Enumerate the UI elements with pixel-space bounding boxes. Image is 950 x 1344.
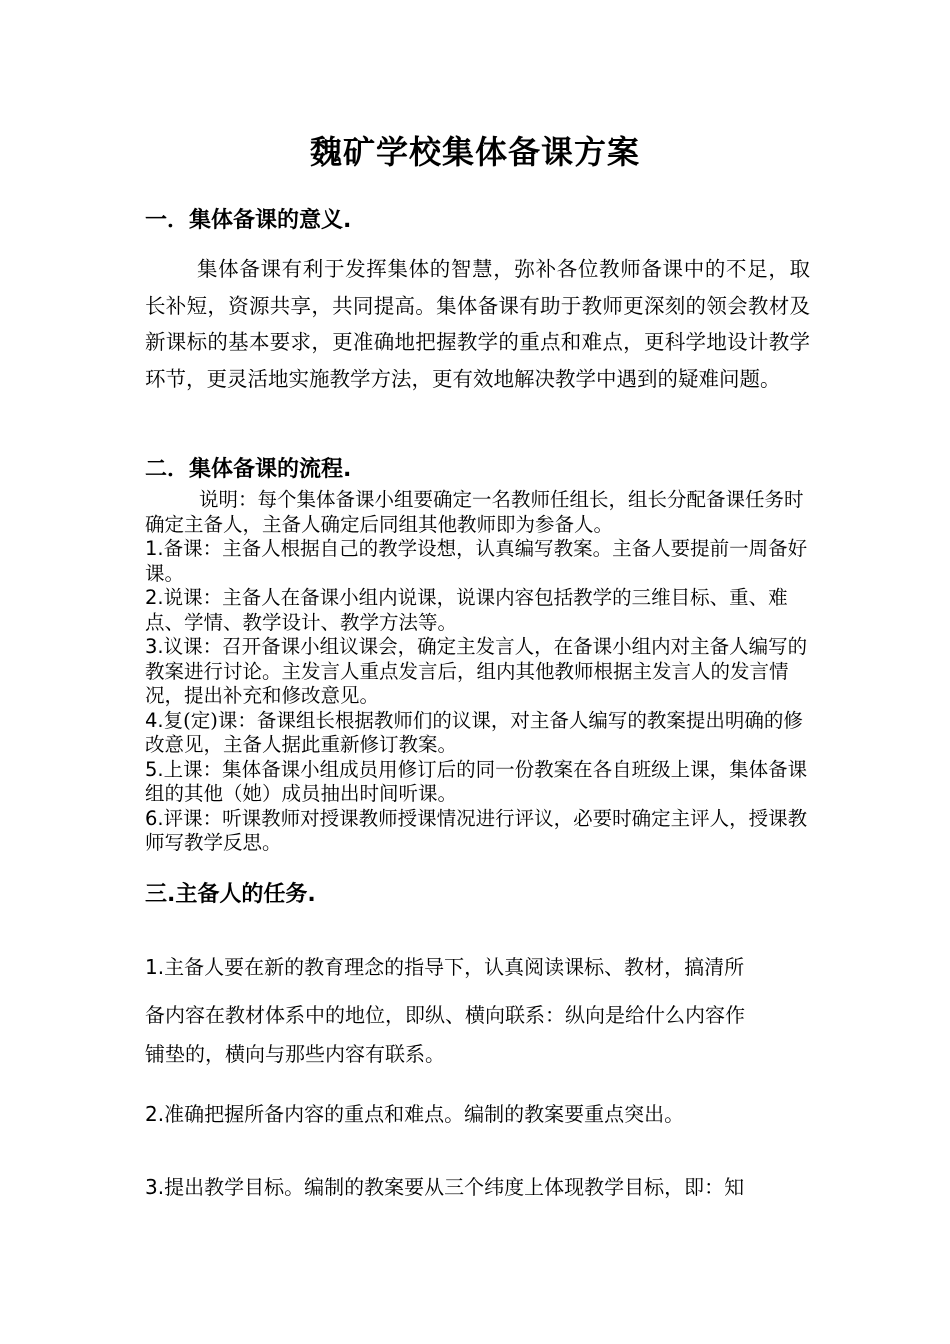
item-number: 3.: [145, 635, 164, 658]
section3-heading: 三.主备人的任务.: [145, 882, 316, 907]
section2-heading: 二．集体备课的流程.: [145, 457, 352, 482]
section3-item-2: [145, 1098, 815, 1127]
item-text: 准确把握所备内容的重点和难点。编制的教案要重点突出。: [164, 1102, 685, 1126]
item-number: 6.: [145, 806, 164, 830]
item-text: 说课：主备人在备课小组内说课，说课内容包括教学的三维目标、重、难点、学情、教学设计、教学方法等。: [145, 586, 788, 634]
section3-item-1-line-2: 备内容在教材体系中的地位，即纵、横向联系：纵向是给什么内容作: [145, 1003, 745, 1027]
list-item: [145, 709, 815, 758]
item-text: 主备人要在新的教育理念的指导下，认真阅读课标、教材，搞清所: [164, 955, 745, 979]
section3-item-3: [145, 1171, 815, 1200]
item-number: 4.: [145, 708, 164, 732]
section3-item-1-line-3: 铺垫的，横向与那些内容有联系。: [145, 1042, 445, 1066]
page-title: 魏矿学校集体备课方案: [309, 133, 640, 171]
item-number: 1.: [145, 537, 164, 560]
section1-body: 集体备课有利于发挥集体的智慧，弥补各位教师备课中的不足，取长补短，资源共享，共同提高。集体备课有助于教师更深刻的领会教材及新课标的基本要求，更准确地把握教学的重点和难点，更科学地设计教学环节，更灵活地实施教学方法，更有效地解决教学中遇到的疑难问题。: [145, 257, 810, 391]
list-item: [145, 807, 815, 856]
section3-item-1-line-1: [145, 951, 815, 980]
item-number: 5.: [145, 757, 164, 781]
list-item: [145, 537, 815, 586]
item-number: 2.: [145, 1102, 165, 1126]
section2-intro: 说明：每个集体备课小组要确定一名教师任组长，组长分配备课任务时确定主备人，主备人确定后同组其他教师即为参备人。: [145, 488, 804, 536]
list-item: [145, 635, 815, 709]
item-text: 复(定)课：备课组长根据教师们的议课，对主备人编写的教案提出明确的修改意见，主备人据此重新修订教案。: [145, 708, 803, 756]
item-text: 提出教学目标。编制的教案要从三个纬度上体现教学目标，即：知: [164, 1175, 745, 1199]
section1-heading: 一．集体备课的意义.: [145, 208, 352, 233]
item-number: 2.: [145, 586, 164, 609]
section2-list: [145, 488, 815, 856]
item-text: 议课：召开备课小组议课会，确定主发言人，在备课小组内对主备人编写的教案进行讨论。主发言人重点发言后，组内其他教师根据主发言人的发言情况，提出补充和修改意见。: [145, 635, 808, 707]
item-text: 评课：听课教师对授课教师授课情况进行评议，必要时确定主评人，授课教师写教学反思。: [145, 806, 808, 854]
item-number: 1.: [145, 955, 165, 979]
item-number: 3.: [145, 1175, 165, 1199]
item-text: 上课：集体备课小组成员用修订后的同一份教案在各自班级上课，集体备课组的其他（她）成员抽出时间听课。: [145, 757, 808, 805]
list-item: [145, 758, 815, 807]
list-item: [145, 586, 815, 635]
item-text: 备课：主备人根据自己的教学设想，认真编写教案。主备人要提前一周备好课。: [145, 537, 808, 585]
